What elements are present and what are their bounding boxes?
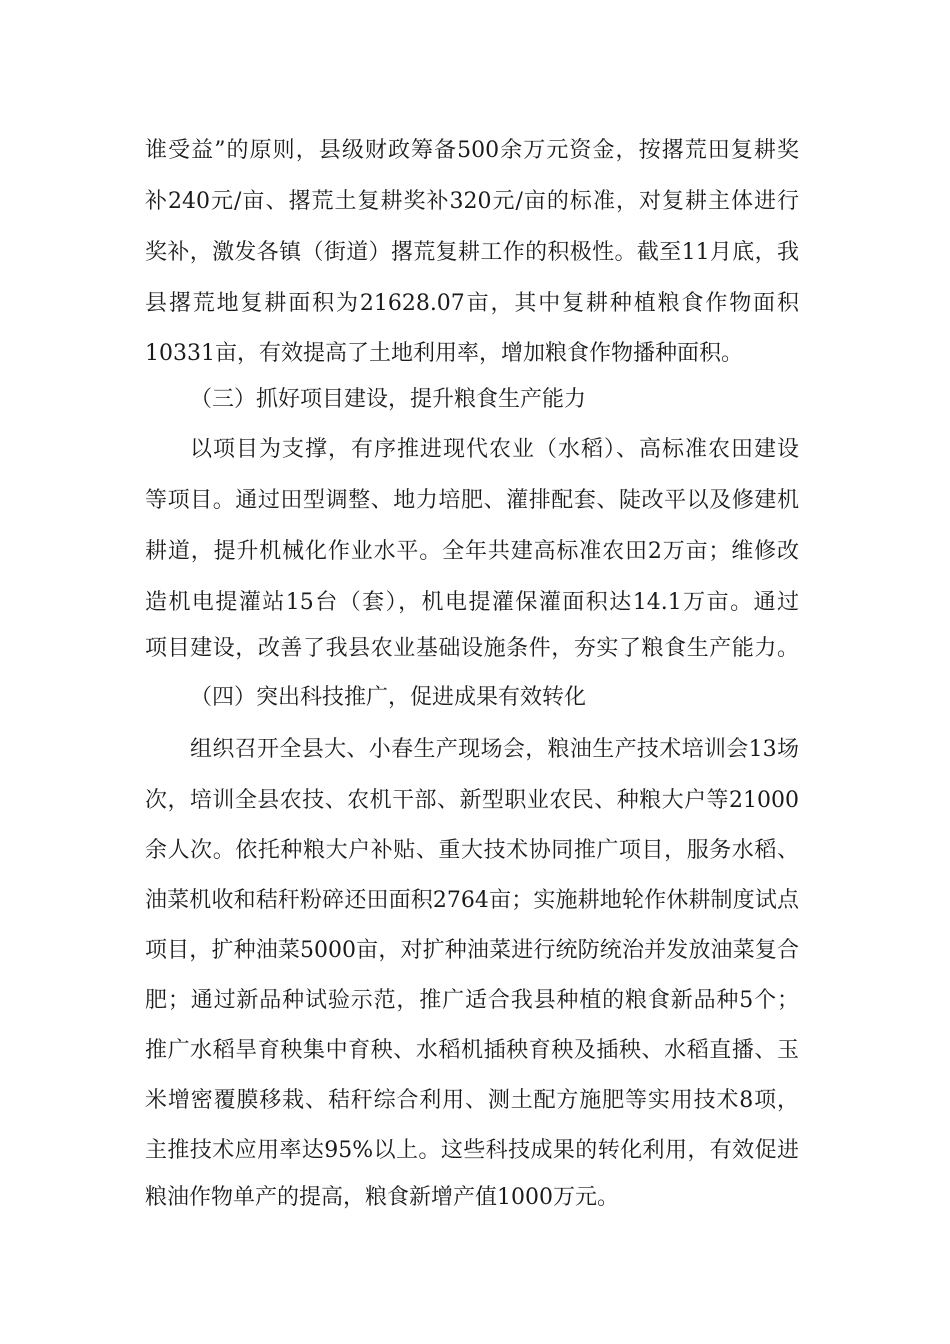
section-heading: （四）突出科技推广，促进成果有效转化 <box>190 685 587 710</box>
paragraph-line: 油菜机收和秸秆粉碎还田面积2764亩；实施耕地轮作休耕制度试点 <box>145 888 799 913</box>
paragraph-line: 粮油作物单产的提高，粮食新增产值1000万元。 <box>145 1185 619 1210</box>
paragraph-line: 县撂荒地复耕面积为21628.07亩，其中复耕种植粮食作物面积 <box>145 291 799 316</box>
paragraph-line: 主推技术应用率达95%以上。这些科技成果的转化利用，有效促进 <box>145 1138 799 1163</box>
paragraph-line: 项目建设，改善了我县农业基础设施条件，夯实了粮食生产能力。 <box>145 636 799 661</box>
paragraph-line: 余人次。依托种粮大户补贴、重大技术协同推广项目，服务水稻、 <box>145 838 799 863</box>
paragraph-line: 米增密覆膜移栽、秸秆综合利用、测土配方施肥等实用技术8项， <box>145 1088 799 1113</box>
paragraph-line: 等项目。通过田型调整、地力培肥、灌排配套、陡改平以及修建机 <box>145 488 799 513</box>
paragraph-line: 谁受益”的原则，县级财政筹备500余万元资金，按撂荒田复耕奖 <box>145 138 799 163</box>
paragraph-line: 补240元/亩、撂荒土复耕奖补320元/亩的标准，对复耕主体进行 <box>145 189 799 214</box>
paragraph-line: 以项目为支撑，有序推进现代农业（水稻）、高标准农田建设 <box>190 437 799 462</box>
paragraph-line: 肥；通过新品种试验示范，推广适合我县种植的粮食新品种5个； <box>145 988 799 1013</box>
paragraph-line: 次，培训全县农技、农机干部、新型职业农民、种粮大户等21000 <box>145 788 799 813</box>
paragraph-line: 耕道，提升机械化作业水平。全年共建高标准农田2万亩；维修改 <box>145 539 799 564</box>
paragraph-line: 奖补，激发各镇（街道）撂荒复耕工作的积极性。截至11月底，我 <box>145 240 799 265</box>
paragraph-line: 10331亩，有效提高了土地利用率，增加粮食作物播种面积。 <box>145 341 743 366</box>
paragraph-line: 项目，扩种油菜5000亩，对扩种油菜进行统防统治并发放油菜复合 <box>145 938 799 963</box>
paragraph-line: 造机电提灌站15台（套），机电提灌保灌面积达14.1万亩。通过 <box>145 590 799 615</box>
paragraph-line: 组织召开全县大、小春生产现场会，粮油生产技术培训会13场 <box>190 737 799 762</box>
section-heading: （三）抓好项目建设，提升粮食生产能力 <box>190 387 587 412</box>
paragraph-line: 推广水稻旱育秧集中育秧、水稻机插秧育秧及插秧、水稻直播、玉 <box>145 1038 799 1063</box>
